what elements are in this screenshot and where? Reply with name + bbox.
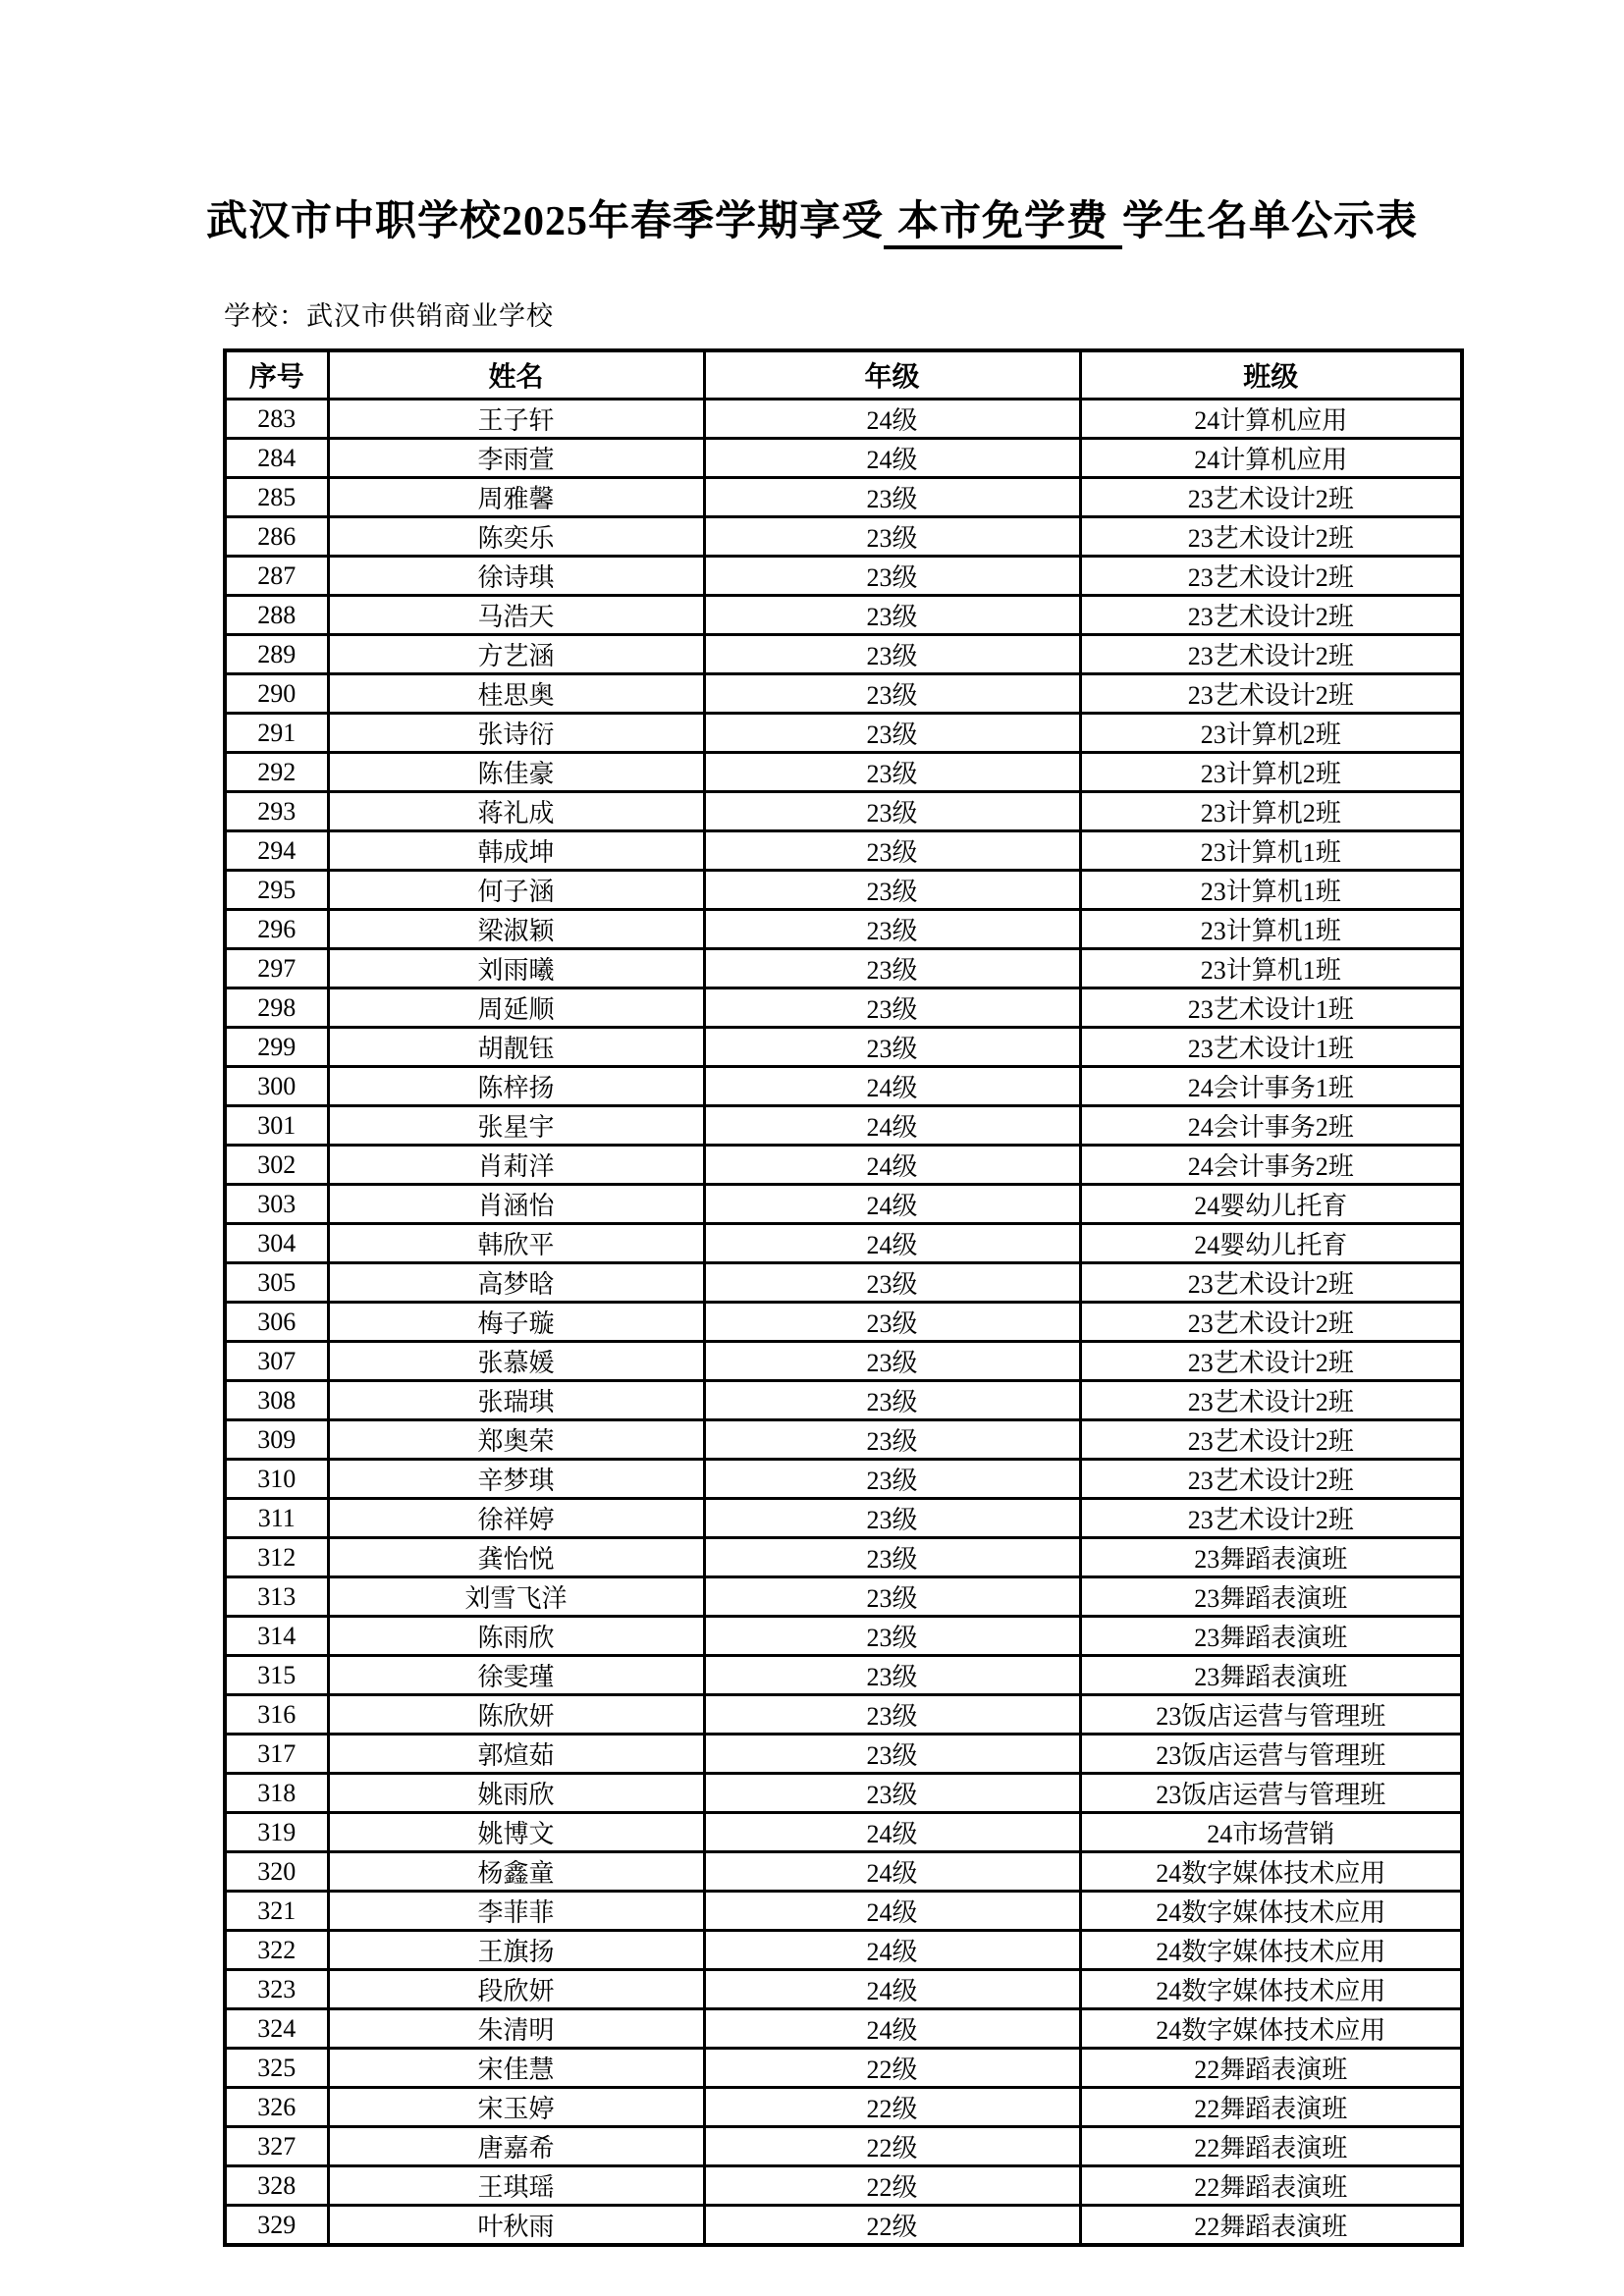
table-row xyxy=(225,1735,1462,1774)
cell-name: 张星宇 xyxy=(328,1106,704,1146)
cell-name: 宋佳慧 xyxy=(328,2049,704,2088)
table-row xyxy=(225,2009,1462,2049)
cell-name: 陈雨欣 xyxy=(328,1617,704,1656)
table-row xyxy=(225,635,1462,674)
cell-class: 22舞蹈表演班 xyxy=(1080,2049,1462,2088)
cell-grade: 23级 xyxy=(704,792,1080,831)
cell-grade: 23级 xyxy=(704,517,1080,557)
cell-class: 23艺术设计2班 xyxy=(1080,1342,1462,1381)
cell-grade: 23级 xyxy=(704,1420,1080,1460)
cell-name: 肖涵怡 xyxy=(328,1185,704,1224)
school-name: 武汉市供销商业学校 xyxy=(306,301,554,332)
cell-grade: 24级 xyxy=(704,1224,1080,1263)
cell-name: 王子轩 xyxy=(328,400,704,439)
cell-name: 张瑞琪 xyxy=(328,1381,704,1420)
cell-name: 李菲菲 xyxy=(328,1892,704,1931)
cell-class: 23艺术设计2班 xyxy=(1080,1263,1462,1303)
cell-number: 294 xyxy=(225,831,328,871)
cell-number: 322 xyxy=(225,1931,328,1970)
cell-grade: 23级 xyxy=(704,674,1080,714)
cell-name: 张慕媛 xyxy=(328,1342,704,1381)
table-row xyxy=(225,1538,1462,1577)
cell-name: 陈欣妍 xyxy=(328,1695,704,1735)
cell-name: 方艺涵 xyxy=(328,635,704,674)
cell-grade: 24级 xyxy=(704,1146,1080,1185)
table-row xyxy=(225,910,1462,949)
cell-class: 23计算机2班 xyxy=(1080,792,1462,831)
table-row xyxy=(225,2166,1462,2206)
cell-number: 295 xyxy=(225,871,328,910)
table-row xyxy=(225,1106,1462,1146)
cell-name: 李雨萱 xyxy=(328,439,704,478)
cell-grade: 22级 xyxy=(704,2049,1080,2088)
cell-grade: 23级 xyxy=(704,1460,1080,1499)
page-title-prefix: 武汉市中职学校2025年春季学期享受 xyxy=(205,199,884,244)
cell-name: 胡靓钰 xyxy=(328,1028,704,1067)
cell-class: 23饭店运营与管理班 xyxy=(1080,1774,1462,1813)
table-row xyxy=(225,1460,1462,1499)
table-row xyxy=(225,1970,1462,2009)
cell-number: 319 xyxy=(225,1813,328,1852)
cell-name: 龚怡悦 xyxy=(328,1538,704,1577)
cell-grade: 23级 xyxy=(704,910,1080,949)
table-row xyxy=(225,1617,1462,1656)
cell-class: 23计算机1班 xyxy=(1080,871,1462,910)
cell-name: 陈梓扬 xyxy=(328,1067,704,1106)
table-body xyxy=(225,400,1462,2246)
cell-class: 23艺术设计2班 xyxy=(1080,1381,1462,1420)
table-row xyxy=(225,1146,1462,1185)
cell-name: 王琪瑶 xyxy=(328,2166,704,2206)
cell-grade: 23级 xyxy=(704,1695,1080,1735)
cell-grade: 23级 xyxy=(704,596,1080,635)
cell-name: 姚博文 xyxy=(328,1813,704,1852)
cell-number: 293 xyxy=(225,792,328,831)
page-title-suffix: 学生名单公示表 xyxy=(1122,199,1419,244)
table-row xyxy=(225,1263,1462,1303)
student-list-table xyxy=(223,348,1464,2247)
cell-grade: 23级 xyxy=(704,753,1080,792)
cell-grade: 24级 xyxy=(704,439,1080,478)
table-row xyxy=(225,596,1462,635)
table-row xyxy=(225,1892,1462,1931)
cell-class: 22舞蹈表演班 xyxy=(1080,2206,1462,2246)
cell-number: 305 xyxy=(225,1263,328,1303)
page-title xyxy=(0,0,1624,249)
cell-number: 327 xyxy=(225,2127,328,2166)
cell-grade: 23级 xyxy=(704,1342,1080,1381)
table-row xyxy=(225,517,1462,557)
cell-class: 23舞蹈表演班 xyxy=(1080,1577,1462,1617)
cell-number: 326 xyxy=(225,2088,328,2127)
table-row xyxy=(225,1656,1462,1695)
cell-class: 23舞蹈表演班 xyxy=(1080,1538,1462,1577)
cell-number: 300 xyxy=(225,1067,328,1106)
cell-number: 303 xyxy=(225,1185,328,1224)
cell-class: 23计算机1班 xyxy=(1080,949,1462,988)
cell-class: 23计算机1班 xyxy=(1080,910,1462,949)
cell-class: 24计算机应用 xyxy=(1080,400,1462,439)
table-row xyxy=(225,831,1462,871)
table-row xyxy=(225,792,1462,831)
cell-class: 24数字媒体技术应用 xyxy=(1080,2009,1462,2049)
cell-number: 283 xyxy=(225,400,328,439)
cell-name: 肖莉洋 xyxy=(328,1146,704,1185)
cell-class: 24计算机应用 xyxy=(1080,439,1462,478)
cell-class: 24婴幼儿托育 xyxy=(1080,1224,1462,1263)
table-row xyxy=(225,439,1462,478)
cell-number: 313 xyxy=(225,1577,328,1617)
cell-number: 304 xyxy=(225,1224,328,1263)
cell-name: 宋玉婷 xyxy=(328,2088,704,2127)
cell-number: 306 xyxy=(225,1303,328,1342)
table-row xyxy=(225,1931,1462,1970)
cell-number: 301 xyxy=(225,1106,328,1146)
cell-number: 307 xyxy=(225,1342,328,1381)
cell-name: 叶秋雨 xyxy=(328,2206,704,2246)
cell-grade: 24级 xyxy=(704,1970,1080,2009)
cell-grade: 23级 xyxy=(704,714,1080,753)
table-row xyxy=(225,871,1462,910)
cell-grade: 24级 xyxy=(704,2009,1080,2049)
cell-number: 286 xyxy=(225,517,328,557)
cell-name: 韩欣平 xyxy=(328,1224,704,1263)
cell-number: 309 xyxy=(225,1420,328,1460)
table-row xyxy=(225,1499,1462,1538)
cell-grade: 23级 xyxy=(704,478,1080,517)
table-row xyxy=(225,1303,1462,1342)
cell-number: 298 xyxy=(225,988,328,1028)
cell-number: 323 xyxy=(225,1970,328,2009)
cell-grade: 23级 xyxy=(704,1263,1080,1303)
table-row xyxy=(225,1577,1462,1617)
cell-name: 周雅馨 xyxy=(328,478,704,517)
cell-grade: 23级 xyxy=(704,1028,1080,1067)
table-row xyxy=(225,1420,1462,1460)
cell-number: 312 xyxy=(225,1538,328,1577)
header-number: 序号 xyxy=(225,350,328,400)
cell-name: 张诗衍 xyxy=(328,714,704,753)
cell-name: 杨鑫童 xyxy=(328,1852,704,1892)
cell-number: 328 xyxy=(225,2166,328,2206)
cell-number: 310 xyxy=(225,1460,328,1499)
cell-class: 23艺术设计1班 xyxy=(1080,988,1462,1028)
cell-number: 291 xyxy=(225,714,328,753)
cell-class: 22舞蹈表演班 xyxy=(1080,2166,1462,2206)
cell-class: 23艺术设计2班 xyxy=(1080,517,1462,557)
cell-class: 22舞蹈表演班 xyxy=(1080,2088,1462,2127)
cell-class: 23艺术设计2班 xyxy=(1080,596,1462,635)
cell-grade: 23级 xyxy=(704,1381,1080,1420)
cell-grade: 24级 xyxy=(704,1185,1080,1224)
cell-name: 徐诗琪 xyxy=(328,557,704,596)
cell-number: 289 xyxy=(225,635,328,674)
cell-class: 24婴幼儿托育 xyxy=(1080,1185,1462,1224)
table-row xyxy=(225,1342,1462,1381)
cell-class: 23艺术设计2班 xyxy=(1080,1460,1462,1499)
cell-grade: 24级 xyxy=(704,1813,1080,1852)
cell-name: 高梦晗 xyxy=(328,1263,704,1303)
cell-class: 24数字媒体技术应用 xyxy=(1080,1970,1462,2009)
cell-class: 23艺术设计1班 xyxy=(1080,1028,1462,1067)
cell-grade: 22级 xyxy=(704,2127,1080,2166)
cell-grade: 23级 xyxy=(704,988,1080,1028)
cell-class: 23计算机2班 xyxy=(1080,753,1462,792)
cell-number: 299 xyxy=(225,1028,328,1067)
cell-name: 韩成坤 xyxy=(328,831,704,871)
cell-grade: 24级 xyxy=(704,1067,1080,1106)
cell-number: 321 xyxy=(225,1892,328,1931)
cell-number: 316 xyxy=(225,1695,328,1735)
cell-name: 辛梦琪 xyxy=(328,1460,704,1499)
school-label: 学校： xyxy=(224,301,306,332)
cell-class: 24会计事务2班 xyxy=(1080,1146,1462,1185)
cell-grade: 22级 xyxy=(704,2088,1080,2127)
header-name: 姓名 xyxy=(328,350,704,400)
cell-grade: 22级 xyxy=(704,2166,1080,2206)
table-row xyxy=(225,949,1462,988)
cell-class: 23艺术设计2班 xyxy=(1080,1420,1462,1460)
cell-grade: 23级 xyxy=(704,635,1080,674)
table-row xyxy=(225,988,1462,1028)
cell-class: 22舞蹈表演班 xyxy=(1080,2127,1462,2166)
cell-class: 23饭店运营与管理班 xyxy=(1080,1735,1462,1774)
cell-name: 何子涵 xyxy=(328,871,704,910)
cell-class: 23艺术设计2班 xyxy=(1080,635,1462,674)
cell-number: 315 xyxy=(225,1656,328,1695)
cell-name: 桂思奥 xyxy=(328,674,704,714)
table-row xyxy=(225,478,1462,517)
cell-number: 320 xyxy=(225,1852,328,1892)
cell-class: 24数字媒体技术应用 xyxy=(1080,1931,1462,1970)
school-line xyxy=(224,294,1624,333)
cell-grade: 23级 xyxy=(704,1735,1080,1774)
table-row xyxy=(225,1185,1462,1224)
table-row xyxy=(225,400,1462,439)
table-row xyxy=(225,2206,1462,2246)
cell-number: 297 xyxy=(225,949,328,988)
cell-class: 24数字媒体技术应用 xyxy=(1080,1892,1462,1931)
table-row xyxy=(225,1067,1462,1106)
cell-class: 24会计事务1班 xyxy=(1080,1067,1462,1106)
cell-name: 马浩天 xyxy=(328,596,704,635)
cell-class: 23饭店运营与管理班 xyxy=(1080,1695,1462,1735)
cell-grade: 24级 xyxy=(704,1892,1080,1931)
cell-class: 23计算机2班 xyxy=(1080,714,1462,753)
cell-name: 刘雨曦 xyxy=(328,949,704,988)
cell-number: 284 xyxy=(225,439,328,478)
cell-name: 陈佳豪 xyxy=(328,753,704,792)
cell-number: 317 xyxy=(225,1735,328,1774)
cell-number: 308 xyxy=(225,1381,328,1420)
cell-number: 318 xyxy=(225,1774,328,1813)
cell-grade: 23级 xyxy=(704,1577,1080,1617)
cell-grade: 22级 xyxy=(704,2206,1080,2246)
cell-grade: 23级 xyxy=(704,871,1080,910)
cell-grade: 23级 xyxy=(704,1538,1080,1577)
cell-class: 23艺术设计2班 xyxy=(1080,557,1462,596)
cell-class: 23艺术设计2班 xyxy=(1080,1499,1462,1538)
table-row xyxy=(225,2127,1462,2166)
table-row xyxy=(225,1774,1462,1813)
table-row xyxy=(225,1695,1462,1735)
cell-name: 徐雯瑾 xyxy=(328,1656,704,1695)
cell-grade: 24级 xyxy=(704,1106,1080,1146)
cell-name: 梁淑颖 xyxy=(328,910,704,949)
cell-class: 23艺术设计2班 xyxy=(1080,1303,1462,1342)
cell-class: 24数字媒体技术应用 xyxy=(1080,1852,1462,1892)
cell-class: 23计算机1班 xyxy=(1080,831,1462,871)
cell-class: 23舞蹈表演班 xyxy=(1080,1617,1462,1656)
table-row xyxy=(225,1852,1462,1892)
table-row xyxy=(225,1381,1462,1420)
cell-grade: 23级 xyxy=(704,1499,1080,1538)
cell-name: 徐祥婷 xyxy=(328,1499,704,1538)
cell-name: 郭煊茹 xyxy=(328,1735,704,1774)
header-class: 班级 xyxy=(1080,350,1462,400)
cell-name: 郑奥荣 xyxy=(328,1420,704,1460)
cell-number: 325 xyxy=(225,2049,328,2088)
table-row xyxy=(225,557,1462,596)
cell-number: 324 xyxy=(225,2009,328,2049)
cell-number: 292 xyxy=(225,753,328,792)
cell-name: 姚雨欣 xyxy=(328,1774,704,1813)
table-row xyxy=(225,753,1462,792)
cell-number: 302 xyxy=(225,1146,328,1185)
table-row xyxy=(225,714,1462,753)
cell-grade: 23级 xyxy=(704,1774,1080,1813)
cell-name: 蒋礼成 xyxy=(328,792,704,831)
table-row xyxy=(225,1028,1462,1067)
cell-name: 王旗扬 xyxy=(328,1931,704,1970)
cell-number: 285 xyxy=(225,478,328,517)
table-row xyxy=(225,2088,1462,2127)
cell-name: 段欣妍 xyxy=(328,1970,704,2009)
cell-number: 314 xyxy=(225,1617,328,1656)
cell-class: 24市场营销 xyxy=(1080,1813,1462,1852)
cell-grade: 23级 xyxy=(704,1617,1080,1656)
cell-number: 296 xyxy=(225,910,328,949)
cell-grade: 23级 xyxy=(704,949,1080,988)
cell-name: 刘雪飞洋 xyxy=(328,1577,704,1617)
cell-class: 23艺术设计2班 xyxy=(1080,478,1462,517)
table-row xyxy=(225,2049,1462,2088)
cell-grade: 24级 xyxy=(704,1931,1080,1970)
cell-grade: 23级 xyxy=(704,557,1080,596)
header-grade: 年级 xyxy=(704,350,1080,400)
cell-grade: 23级 xyxy=(704,1303,1080,1342)
cell-number: 287 xyxy=(225,557,328,596)
cell-class: 23艺术设计2班 xyxy=(1080,674,1462,714)
cell-name: 唐嘉希 xyxy=(328,2127,704,2166)
cell-grade: 24级 xyxy=(704,400,1080,439)
page-title-underlined-segment: 本市免学费 xyxy=(884,198,1122,249)
table-header-row xyxy=(225,350,1462,400)
cell-number: 311 xyxy=(225,1499,328,1538)
cell-name: 朱清明 xyxy=(328,2009,704,2049)
table-row xyxy=(225,1224,1462,1263)
cell-name: 梅子璇 xyxy=(328,1303,704,1342)
cell-number: 290 xyxy=(225,674,328,714)
cell-grade: 24级 xyxy=(704,1852,1080,1892)
cell-name: 陈奕乐 xyxy=(328,517,704,557)
cell-class: 24会计事务2班 xyxy=(1080,1106,1462,1146)
cell-name: 周延顺 xyxy=(328,988,704,1028)
cell-class: 23舞蹈表演班 xyxy=(1080,1656,1462,1695)
cell-number: 288 xyxy=(225,596,328,635)
cell-grade: 23级 xyxy=(704,831,1080,871)
table-row xyxy=(225,1813,1462,1852)
cell-number: 329 xyxy=(225,2206,328,2246)
cell-grade: 23级 xyxy=(704,1656,1080,1695)
table-row xyxy=(225,674,1462,714)
